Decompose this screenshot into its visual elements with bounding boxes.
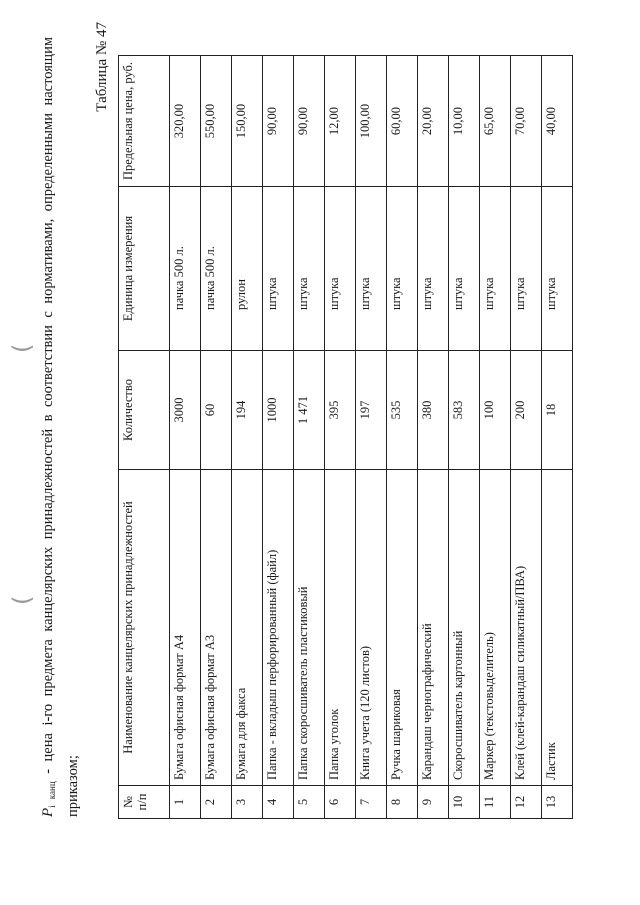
- cell-unit: пачка 500 л.: [201, 187, 232, 351]
- price-subscript: i канц: [47, 781, 57, 808]
- cell-number: 13: [542, 786, 573, 819]
- cell-quantity: 60: [201, 351, 232, 470]
- intro-paragraph: [38, 37, 84, 817]
- cell-number: 12: [511, 786, 542, 819]
- cell-unit: пачка 500 л.: [170, 187, 201, 351]
- col-header-quantity: Количество: [119, 351, 170, 470]
- table-row: [294, 56, 325, 819]
- cell-unit: штука: [418, 187, 449, 351]
- table-body: [170, 56, 573, 819]
- table-row: [232, 56, 263, 819]
- cell-quantity: 100: [480, 351, 511, 470]
- cell-name: Бумага офисная формат А4: [170, 470, 201, 786]
- cell-price: 20,00: [418, 56, 449, 187]
- cell-unit: рулон: [232, 187, 263, 351]
- col-header-number: № п/п: [119, 786, 170, 819]
- cell-name: Маркер (текстовыделитель): [480, 470, 511, 786]
- cell-number: 1: [170, 786, 201, 819]
- table-row: [542, 56, 573, 819]
- cell-number: 3: [232, 786, 263, 819]
- cell-name: Ластик: [542, 470, 573, 786]
- cell-price: 12,00: [325, 56, 356, 187]
- price-symbol: P: [40, 807, 56, 817]
- cell-quantity: 1000: [263, 351, 294, 470]
- table-header-row: [119, 56, 170, 819]
- cell-unit: штука: [294, 187, 325, 351]
- cell-number: 11: [480, 786, 511, 819]
- intro-text: - цена i-го предмета канцелярских принадлежностей в соответствии с нормативами, определенными настоящим приказом;: [40, 36, 81, 817]
- table-row: [263, 56, 294, 819]
- cell-unit: штука: [356, 187, 387, 351]
- cell-quantity: 380: [418, 351, 449, 470]
- cell-quantity: 194: [232, 351, 263, 470]
- cell-quantity: 197: [356, 351, 387, 470]
- col-header-unit: Единица измерения: [119, 187, 170, 351]
- cell-price: 65,00: [480, 56, 511, 187]
- cell-price: 10,00: [449, 56, 480, 187]
- cell-price: 320,00: [170, 56, 201, 187]
- col-header-price: Предельная цена, руб.: [119, 56, 170, 187]
- cell-unit: штука: [263, 187, 294, 351]
- cell-price: 40,00: [542, 56, 573, 187]
- table-row: [201, 56, 232, 819]
- cell-unit: штука: [387, 187, 418, 351]
- cell-name: Бумага офисная формат А3: [201, 470, 232, 786]
- table-row: [356, 56, 387, 819]
- cell-unit: штука: [449, 187, 480, 351]
- cell-price: 100,00: [356, 56, 387, 187]
- punch-hole-mark: (: [8, 343, 36, 353]
- cell-number: 4: [263, 786, 294, 819]
- cell-price: 550,00: [201, 56, 232, 187]
- cell-unit: штука: [325, 187, 356, 351]
- cell-price: 90,00: [294, 56, 325, 187]
- cell-quantity: 18: [542, 351, 573, 470]
- table-label: Таблица № 47: [94, 22, 110, 112]
- cell-quantity: 200: [511, 351, 542, 470]
- cell-number: 6: [325, 786, 356, 819]
- cell-unit: штука: [511, 187, 542, 351]
- table-row: [418, 56, 449, 819]
- table-row: [480, 56, 511, 819]
- cell-number: 2: [201, 786, 232, 819]
- cell-name: Папка - вкладыш перфорированный (файл): [263, 470, 294, 786]
- col-header-name: Наименование канцелярских принадлежностей: [119, 470, 170, 786]
- cell-quantity: 583: [449, 351, 480, 470]
- cell-name: Ручка шариковая: [387, 470, 418, 786]
- cell-price: 90,00: [263, 56, 294, 187]
- cell-unit: штука: [542, 187, 573, 351]
- punch-hole-mark: (: [8, 595, 36, 605]
- cell-number: 8: [387, 786, 418, 819]
- table-row: [511, 56, 542, 819]
- table-row: [449, 56, 480, 819]
- cell-quantity: 395: [325, 351, 356, 470]
- cell-price: 70,00: [511, 56, 542, 187]
- table-row: [170, 56, 201, 819]
- supplies-table: [118, 55, 573, 819]
- cell-quantity: 3000: [170, 351, 201, 470]
- cell-name: Скоросшиватель картонный: [449, 470, 480, 786]
- cell-quantity: 1 471: [294, 351, 325, 470]
- cell-name: Бумага для факса: [232, 470, 263, 786]
- cell-number: 5: [294, 786, 325, 819]
- table-row: [387, 56, 418, 819]
- cell-price: 150,00: [232, 56, 263, 187]
- cell-number: 7: [356, 786, 387, 819]
- cell-number: 10: [449, 786, 480, 819]
- cell-name: Папка скоросшиватель пластиковый: [294, 470, 325, 786]
- cell-number: 9: [418, 786, 449, 819]
- cell-price: 60,00: [387, 56, 418, 187]
- cell-quantity: 535: [387, 351, 418, 470]
- cell-name: Папка уголок: [325, 470, 356, 786]
- cell-unit: штука: [480, 187, 511, 351]
- table-row: [325, 56, 356, 819]
- cell-name: Карандаш чернографический: [418, 470, 449, 786]
- cell-name: Клей (клей-карандаш силикатный/ПВА): [511, 470, 542, 786]
- cell-name: Книга учета (120 листов): [356, 470, 387, 786]
